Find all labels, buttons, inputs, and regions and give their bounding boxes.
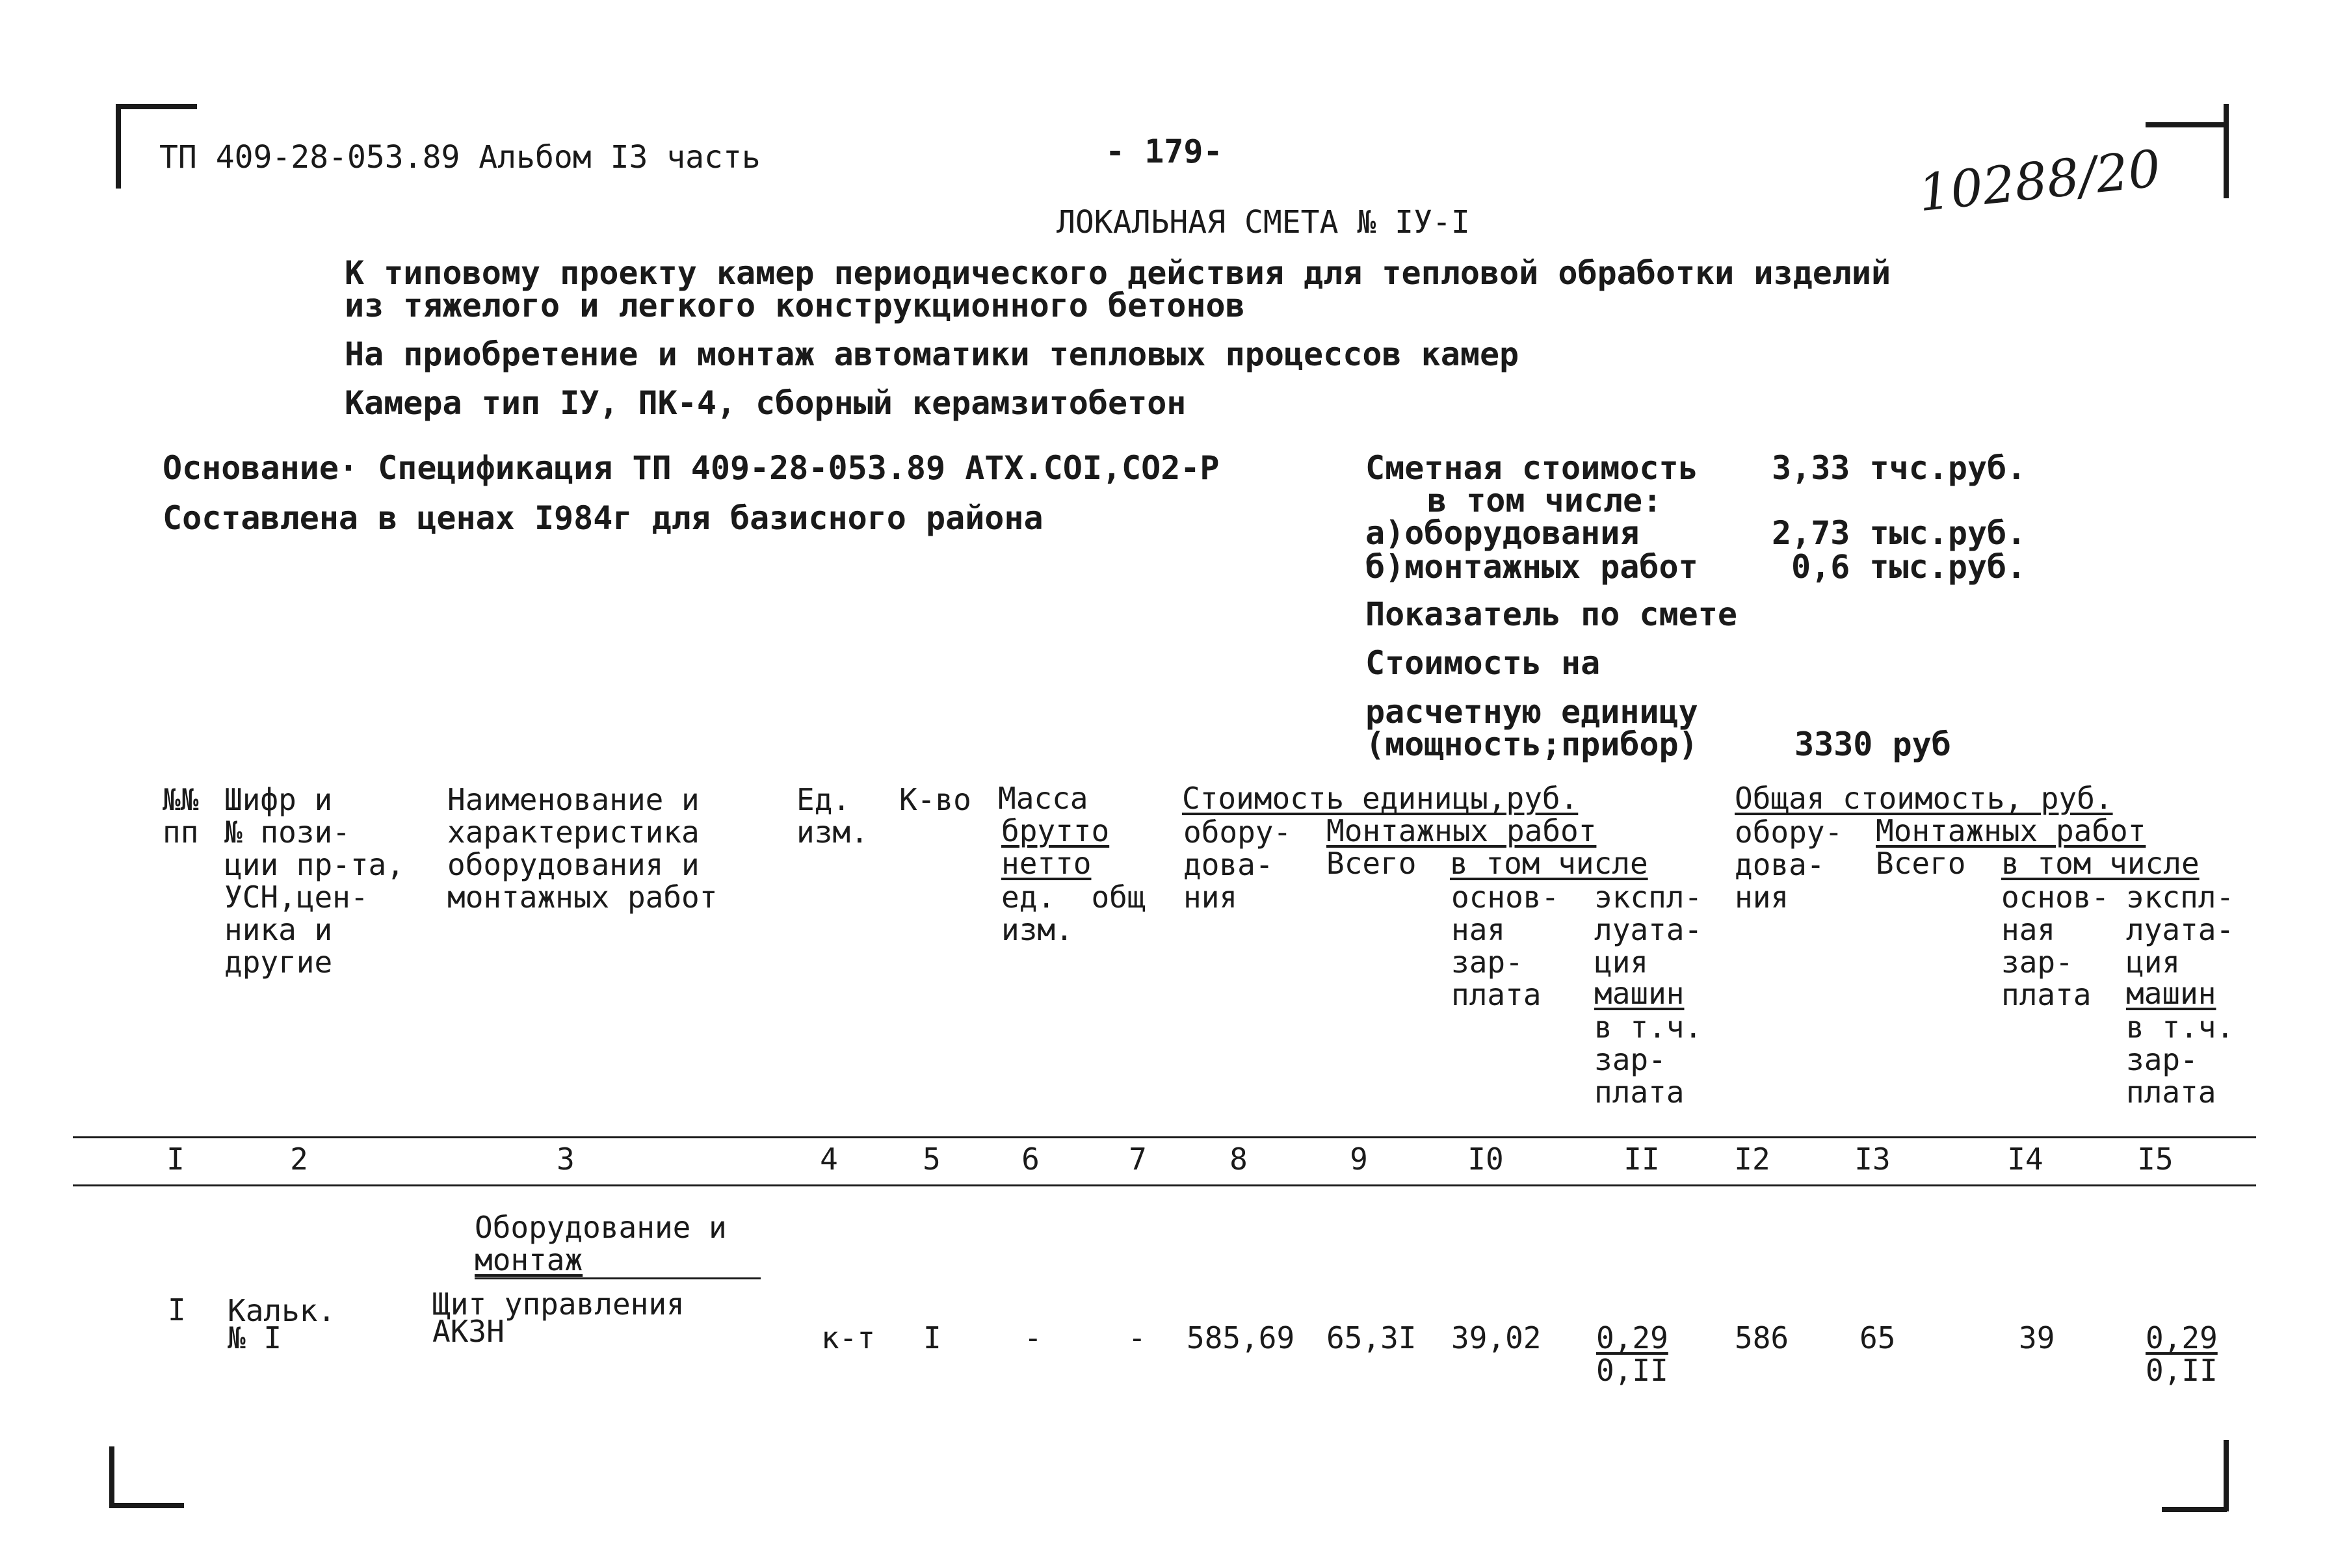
corner-bracket-bottom-right [2162, 1507, 2227, 1512]
section-title-line-2: монтаж [475, 1242, 583, 1277]
header-total-cost: Общая стоимость, руб. [1735, 781, 2113, 816]
project-line-4: Камера тип IУ, ПК-4, сборный керамзитобетон [345, 384, 1187, 422]
row-machines-unit-top: 0,29 [1596, 1320, 1668, 1355]
header-mass: Масса [998, 781, 1088, 816]
corner-bracket-top-left [116, 104, 197, 109]
header-mount-works-total: Монтажных работ [1876, 813, 2146, 848]
corner-bracket-bottom-right [2224, 1440, 2229, 1511]
header-machines-unit-word: машин [1594, 976, 1685, 1011]
equipment-value: 2,73 тыс.руб. [1772, 514, 2027, 552]
column-number: 9 [1350, 1142, 1368, 1177]
header-equip-total: обору- дова- ния [1735, 815, 1843, 915]
row-base-pay-unit: 39,02 [1451, 1320, 1542, 1355]
handwritten-number: 10288/20 [1915, 139, 2164, 224]
header-machines-unit: экспл- луата- ция [1594, 880, 1703, 980]
row-base-pay-total: 39 [2019, 1320, 2055, 1355]
section-title: Оборудование и [475, 1210, 727, 1245]
corner-bracket-bottom-left [109, 1503, 184, 1508]
row-quantity: I [923, 1320, 941, 1355]
header-equip-unit: обору- дова- ния [1183, 815, 1292, 915]
header-mount-works-unit: Монтажных работ [1326, 813, 1597, 848]
header-machines-total-pay: в т.ч. зар- плата [2126, 1010, 2235, 1110]
column-number: 5 [923, 1142, 941, 1177]
header-machines-total-word: машин [2126, 976, 2216, 1011]
column-number: I4 [2007, 1142, 2043, 1177]
header-including-unit: в том числе [1450, 846, 1648, 881]
header-total-total: Всего [1876, 846, 1966, 881]
basis-line-1: Основание· Спецификация ТП 409-28-053.89 АТХ.СОI,СО2-Р [163, 449, 1220, 487]
estimated-cost-value: 3,33 тчс.руб. [1772, 449, 2027, 487]
row-mount-total: 65 [1859, 1320, 1896, 1355]
column-number: I [166, 1142, 185, 1177]
page-title: ЛОКАЛЬНАЯ СМЕТА № IУ-I [1057, 204, 1470, 241]
corner-bracket-bottom-left [109, 1446, 114, 1508]
equipment-label: а)оборудования [1365, 514, 1640, 552]
project-line-2: из тяжелого и легкого конструкционного бетонов [345, 287, 1245, 324]
header-machines-unit-pay: в т.ч. зар- плата [1594, 1010, 1703, 1110]
indicator-label: Показатель по смете [1365, 595, 1737, 633]
row-equip-unit-cost: 585,69 [1187, 1320, 1295, 1355]
row-mass-unit: - [1024, 1320, 1042, 1355]
column-number: I3 [1854, 1142, 1891, 1177]
column-number: II [1623, 1142, 1660, 1177]
column-number: I0 [1467, 1142, 1504, 1177]
unit-cost-value: 3330 руб [1794, 725, 1951, 763]
column-number: 6 [1021, 1142, 1040, 1177]
header-mass-gross: брутто [1001, 813, 1110, 848]
row-mass-total: - [1128, 1320, 1146, 1355]
header-machines-total: экспл- луата- ция [2126, 880, 2235, 980]
basis-line-2: Составлена в ценах I984г для базисного района [163, 499, 1044, 537]
estimated-cost-label: Сметная стоимость [1365, 449, 1698, 487]
row-mount-unit-total: 65,3I [1326, 1320, 1417, 1355]
unit-cost-label-3: (мощность;прибор) [1365, 725, 1698, 763]
column-number: 7 [1129, 1142, 1147, 1177]
column-number: 4 [820, 1142, 838, 1177]
header-including-total: в том числе [2001, 846, 2200, 881]
column-numbers-divider [73, 1184, 2256, 1186]
column-number: 8 [1229, 1142, 1248, 1177]
row-unit: к-т [821, 1320, 876, 1355]
row-machines-total-bottom: 0,II [2146, 1353, 2218, 1388]
header-mass-unit: ед. общ изм. [1001, 880, 1146, 947]
column-number: 3 [557, 1142, 575, 1177]
header-total-unit: Всего [1326, 846, 1417, 881]
header-col-4: Ед. изм. [796, 782, 869, 850]
header-divider [73, 1136, 2256, 1138]
mounting-label: б)монтажных работ [1365, 548, 1698, 586]
row-number: I [168, 1292, 186, 1327]
unit-cost-label-1: Стоимость на [1365, 644, 1601, 682]
header-col-3: Наименование и характеристика оборудования и монтажных работ [447, 782, 718, 915]
row-code: Кальк. № I [228, 1293, 336, 1355]
row-equip-total: 586 [1735, 1320, 1789, 1355]
unit-cost-label-2: расчетную единицу [1365, 693, 1698, 731]
document-reference: ТП 409-28-053.89 Альбом I3 часть [159, 139, 761, 176]
column-number: I5 [2137, 1142, 2174, 1177]
corner-bracket-top-left [116, 104, 121, 189]
row-name: Щит управления АКЗН [432, 1287, 685, 1349]
header-base-pay-unit: основ- ная зар- плата [1451, 880, 1560, 1012]
page-number: - 179- [1105, 133, 1223, 170]
project-line-3: На приобретение и монтаж автоматики тепловых процессов камер [345, 335, 1519, 373]
header-unit-cost: Стоимость единицы,руб. [1182, 781, 1579, 816]
including-label: в том числе: [1427, 482, 1662, 519]
row-machines-unit-bottom: 0,II [1596, 1353, 1668, 1388]
mounting-value: 0,6 тыс.руб. [1791, 548, 2027, 586]
corner-bracket-top-right [2146, 122, 2227, 127]
column-number: 2 [290, 1142, 308, 1177]
column-number: I2 [1734, 1142, 1770, 1177]
header-col-5: К-во [899, 782, 971, 817]
section-underline [475, 1277, 761, 1279]
row-machines-total-top: 0,29 [2146, 1320, 2218, 1355]
header-base-pay-total: основ- ная зар- плата [2001, 880, 2110, 1012]
corner-bracket-top-right [2224, 104, 2229, 198]
header-col-2: Шифр и № пози- ции пр-та, УСН,цен- ника и другие [224, 782, 404, 980]
header-col-1: №№ пп [163, 782, 199, 850]
header-mass-net: нетто [1001, 846, 1092, 881]
project-line-1: К типовому проекту камер периодического действия для тепловой обработки изделий [345, 254, 1891, 292]
